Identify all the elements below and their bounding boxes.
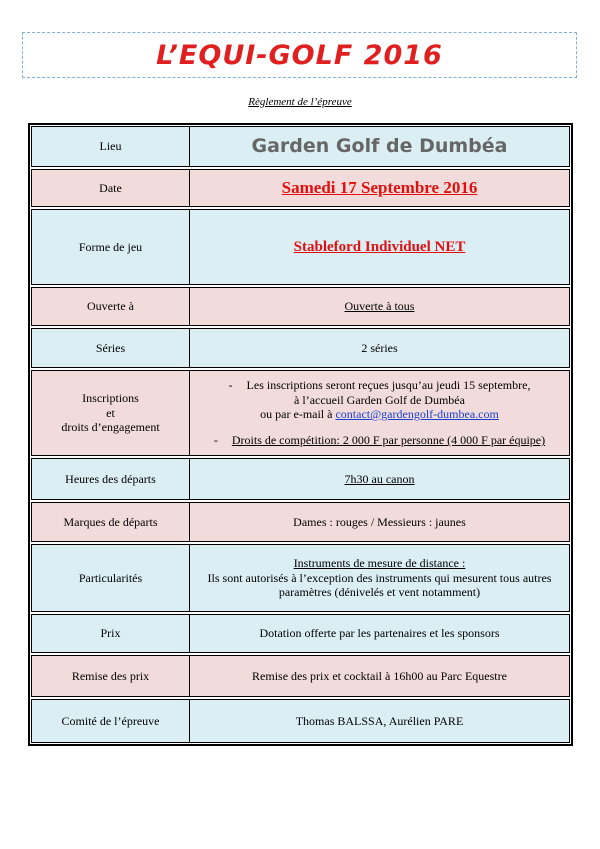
row-prix	[31, 614, 570, 653]
label-heures: Heures des départs	[32, 459, 190, 499]
label-particularites: Particularités	[32, 545, 190, 611]
label-prix: Prix	[32, 615, 190, 652]
title-box	[22, 32, 577, 78]
label-inscriptions	[32, 371, 190, 455]
label-inscriptions-line3: droits d’engagement	[61, 420, 160, 435]
inscriptions-text3: ou par e-mail à	[260, 407, 333, 421]
bullet-dash-2: -	[213, 433, 218, 448]
row-comite	[31, 699, 570, 743]
inscriptions-text2: à l’accueil Garden Golf de Dumbéa	[294, 392, 465, 407]
email-link[interactable]: contact@gardengolf-dumbea.com	[335, 407, 499, 421]
page-title: L’EQUI-GOLF 2016	[156, 39, 443, 71]
row-remise	[31, 655, 570, 697]
inscriptions-line3	[260, 407, 499, 421]
label-forme: Forme de jeu	[32, 210, 190, 284]
label-ouverte: Ouverte à	[32, 288, 190, 325]
row-particularites	[31, 544, 570, 612]
bullet-dash: -	[228, 378, 233, 393]
inscriptions-text1: Les inscriptions seront reçues jusqu’au jeudi 15 septembre,	[246, 378, 531, 393]
rules-table	[28, 123, 573, 746]
label-marques: Marques de départs	[32, 503, 190, 541]
label-inscriptions-line1: Inscriptions	[82, 391, 139, 406]
label-remise: Remise des prix	[32, 656, 190, 696]
value-date: Samedi 17 Septembre 2016	[281, 177, 478, 197]
row-heures	[31, 458, 570, 500]
value-prix: Dotation offerte par les partenaires et les sponsors	[259, 626, 500, 641]
row-date	[31, 169, 570, 207]
value-comite: Thomas BALSSA, Aurélien PARE	[295, 713, 464, 728]
row-series	[31, 328, 570, 368]
value-ouverte: Ouverte à tous	[344, 299, 415, 314]
row-lieu	[31, 126, 570, 167]
inscriptions-line4	[214, 433, 545, 447]
label-date: Date	[32, 170, 190, 206]
value-particularites	[190, 545, 569, 611]
value-inscriptions	[190, 371, 569, 455]
value-marques: Dames : rouges / Messieurs : jaunes	[293, 514, 466, 529]
value-series: 2 séries	[361, 340, 398, 355]
particularites-line3: paramètres (dénivelés et vent notamment)	[278, 585, 481, 600]
row-ouverte	[31, 287, 570, 326]
particularites-line1: Instruments de mesure de distance :	[293, 556, 466, 571]
label-comite: Comité de l’épreuve	[32, 700, 190, 742]
inscriptions-text4: Droits de compétition: 2 000 F par personne (4 000 F par équipe)	[231, 433, 546, 448]
row-marques	[31, 502, 570, 542]
label-inscriptions-line2: et	[106, 405, 115, 420]
value-heures: 7h30 au canon	[344, 471, 415, 486]
label-lieu: Lieu	[32, 127, 190, 166]
value-remise: Remise des prix et cocktail à 16h00 au Parc Equestre	[252, 668, 507, 683]
page-subtitle: Règlement de l’épreuve	[248, 96, 352, 108]
particularites-line2: Ils sont autorisés à l’exception des instruments qui mesurent tous autres	[207, 570, 552, 585]
row-forme	[31, 209, 570, 285]
value-forme: Stableford Individuel NET	[293, 239, 466, 255]
label-series: Séries	[32, 329, 190, 367]
value-lieu: Garden Golf de Dumbéa	[251, 135, 508, 158]
row-inscriptions	[31, 370, 570, 456]
inscriptions-line1	[229, 378, 531, 392]
